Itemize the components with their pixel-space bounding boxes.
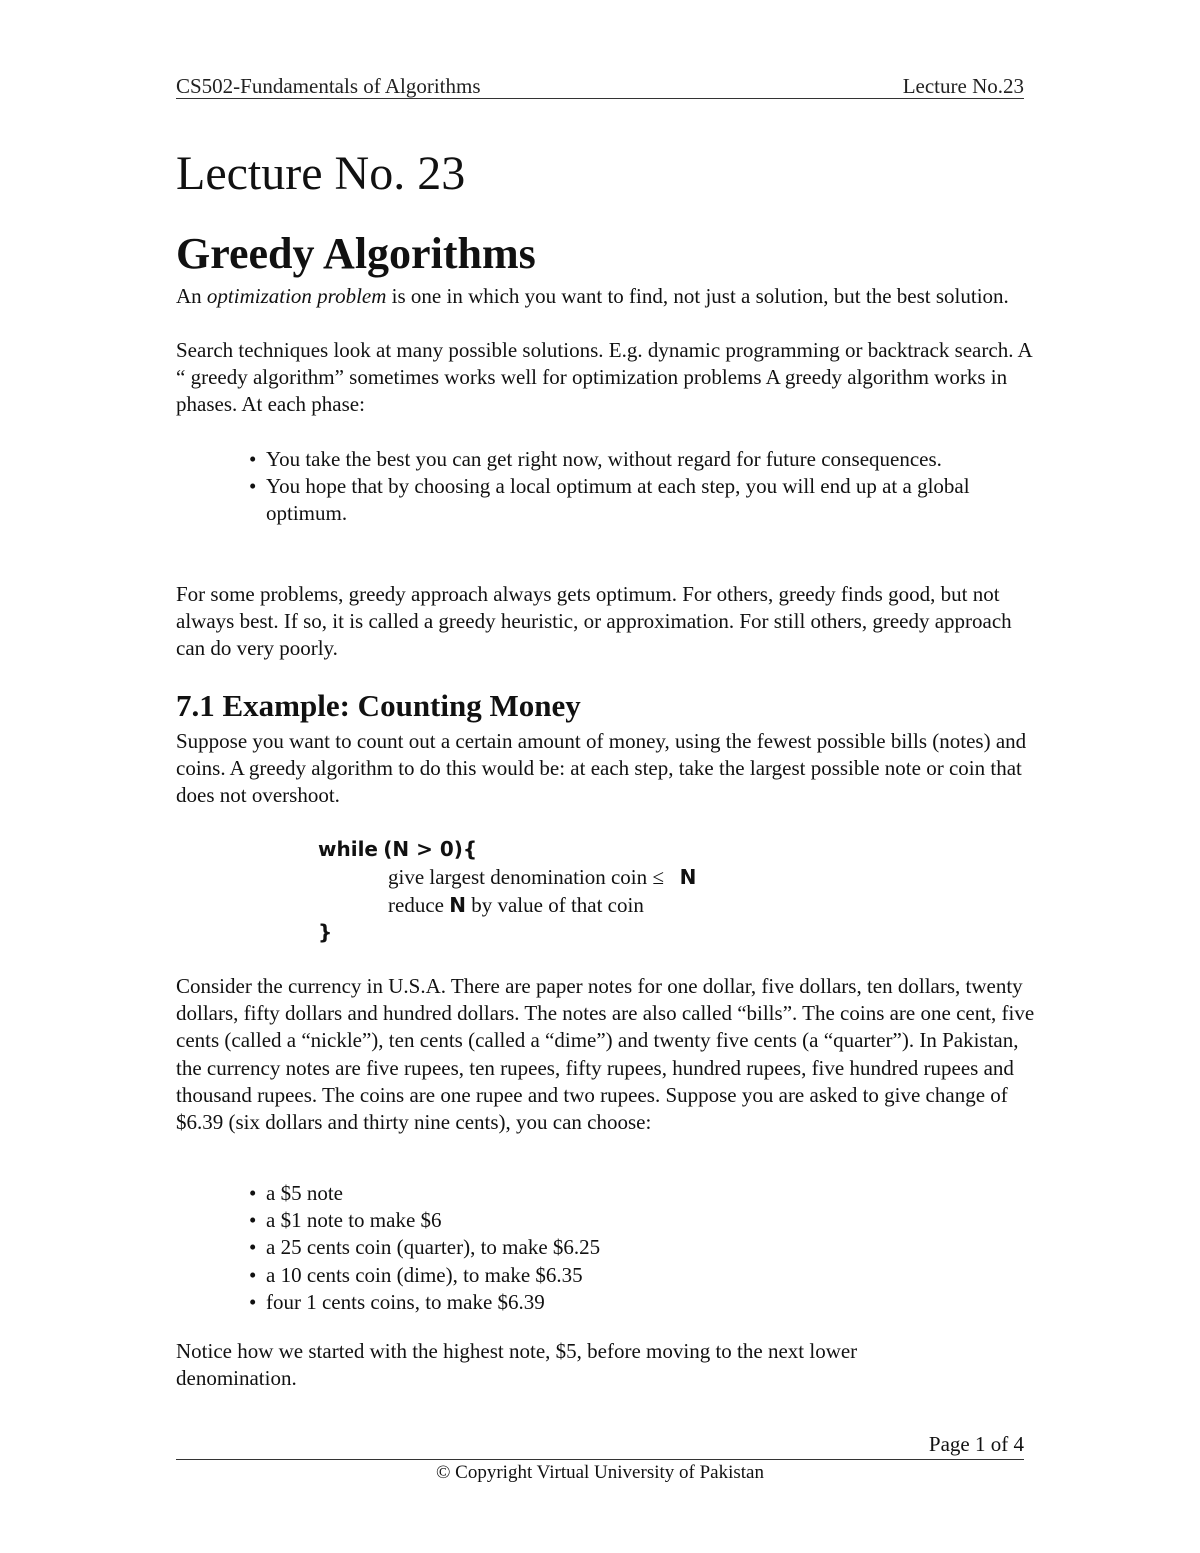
code-line-close — [318, 919, 696, 947]
code-var: N — [449, 892, 466, 917]
list-item: • You take the best you can get right now, without regard for future consequences. — [246, 446, 1026, 473]
header-course: CS502-Fundamentals of Algorithms — [176, 74, 481, 98]
code-var: N — [679, 864, 697, 889]
list-item: • a $1 note to make $6 — [246, 1207, 946, 1234]
list-item: • a 10 cents coin (dime), to make $6.35 — [246, 1262, 946, 1289]
code-line-while — [318, 836, 696, 864]
code-text: reduce — [388, 892, 444, 917]
intro-paragraph — [176, 283, 1036, 310]
currency-paragraph: Consider the currency in U.S.A. There are paper notes for one dollar, five dollars, ten dollars, twenty dollars, fifty dollars and hundred dollars. The notes are also called “bills”. The coins are one cent, five cents (called a “nickle”), ten cents (called a “dime”) and twenty five cents (a “quarter”). In Pakistan, the currency notes are five rupees, ten rupees, fifty rupees, hundred rupees, five hundred rupees and thousand rupees. The coins are one rupee and two rupees. Suppose you are asked to give change of $6.39 (six dollars and thirty nine cents), you can choose: — [176, 974, 1035, 1135]
pseudocode-block — [318, 836, 696, 947]
section-title: Greedy Algorithms — [176, 229, 536, 278]
code-condition: (N > 0){ — [383, 837, 478, 861]
running-header — [176, 72, 1024, 99]
code-line-reduce — [318, 892, 696, 920]
footer-divider — [176, 1459, 1024, 1460]
example-intro: Suppose you want to count out a certain amount of money, using the fewest possible bills (notes) and coins. A greedy algorithm to do this would be: at each step, take the largest possible note or coin that does not overshoot. — [176, 729, 1027, 808]
change-steps-list — [246, 1180, 946, 1316]
intro-lead: An — [176, 284, 207, 308]
code-text: give largest denomination coin ≤ — [388, 864, 664, 889]
phase-bullet-list — [246, 446, 1026, 528]
greedy-paragraph: For some problems, greedy approach always gets optimum. For others, greedy finds good, but not always best. If so, it is called a greedy heuristic, or approximation. For still others, greedy approach can do very poorly. — [176, 582, 1012, 661]
header-lecture: Lecture No.23 — [902, 74, 1024, 98]
list-item: • a $5 note — [246, 1180, 946, 1207]
list-item: • You hope that by choosing a local optimum at each step, you will end up at a global optimum. — [246, 473, 1026, 527]
closing-paragraph: Notice how we started with the highest note, $5, before moving to the next lower denomination. — [176, 1339, 858, 1391]
copyright-notice: © Copyright Virtual University of Pakistan — [435, 1462, 764, 1483]
search-paragraph: Search techniques look at many possible solutions. E.g. dynamic programming or backtrack search. A “ greedy algorithm” sometimes works well for optimization problems A greedy algorithm works in phases. At each phase: — [176, 338, 1032, 417]
intro-emphasis: optimization problem — [206, 284, 387, 308]
list-item: • four 1 cents coins, to make $6.39 — [246, 1289, 946, 1316]
page-number: Page 1 of 4 — [928, 1432, 1024, 1456]
code-brace: } — [318, 920, 333, 945]
code-text: by value of that coin — [471, 892, 644, 917]
code-keyword: while — [318, 837, 378, 861]
code-line-give — [318, 864, 696, 892]
list-item: • a 25 cents coin (quarter), to make $6.25 — [246, 1234, 946, 1261]
intro-rest: is one in which you want to find, not just a solution, but the best solution. — [386, 284, 1009, 308]
example-title: 7.1 Example: Counting Money — [176, 688, 581, 723]
lecture-title: Lecture No. 23 — [176, 147, 466, 200]
